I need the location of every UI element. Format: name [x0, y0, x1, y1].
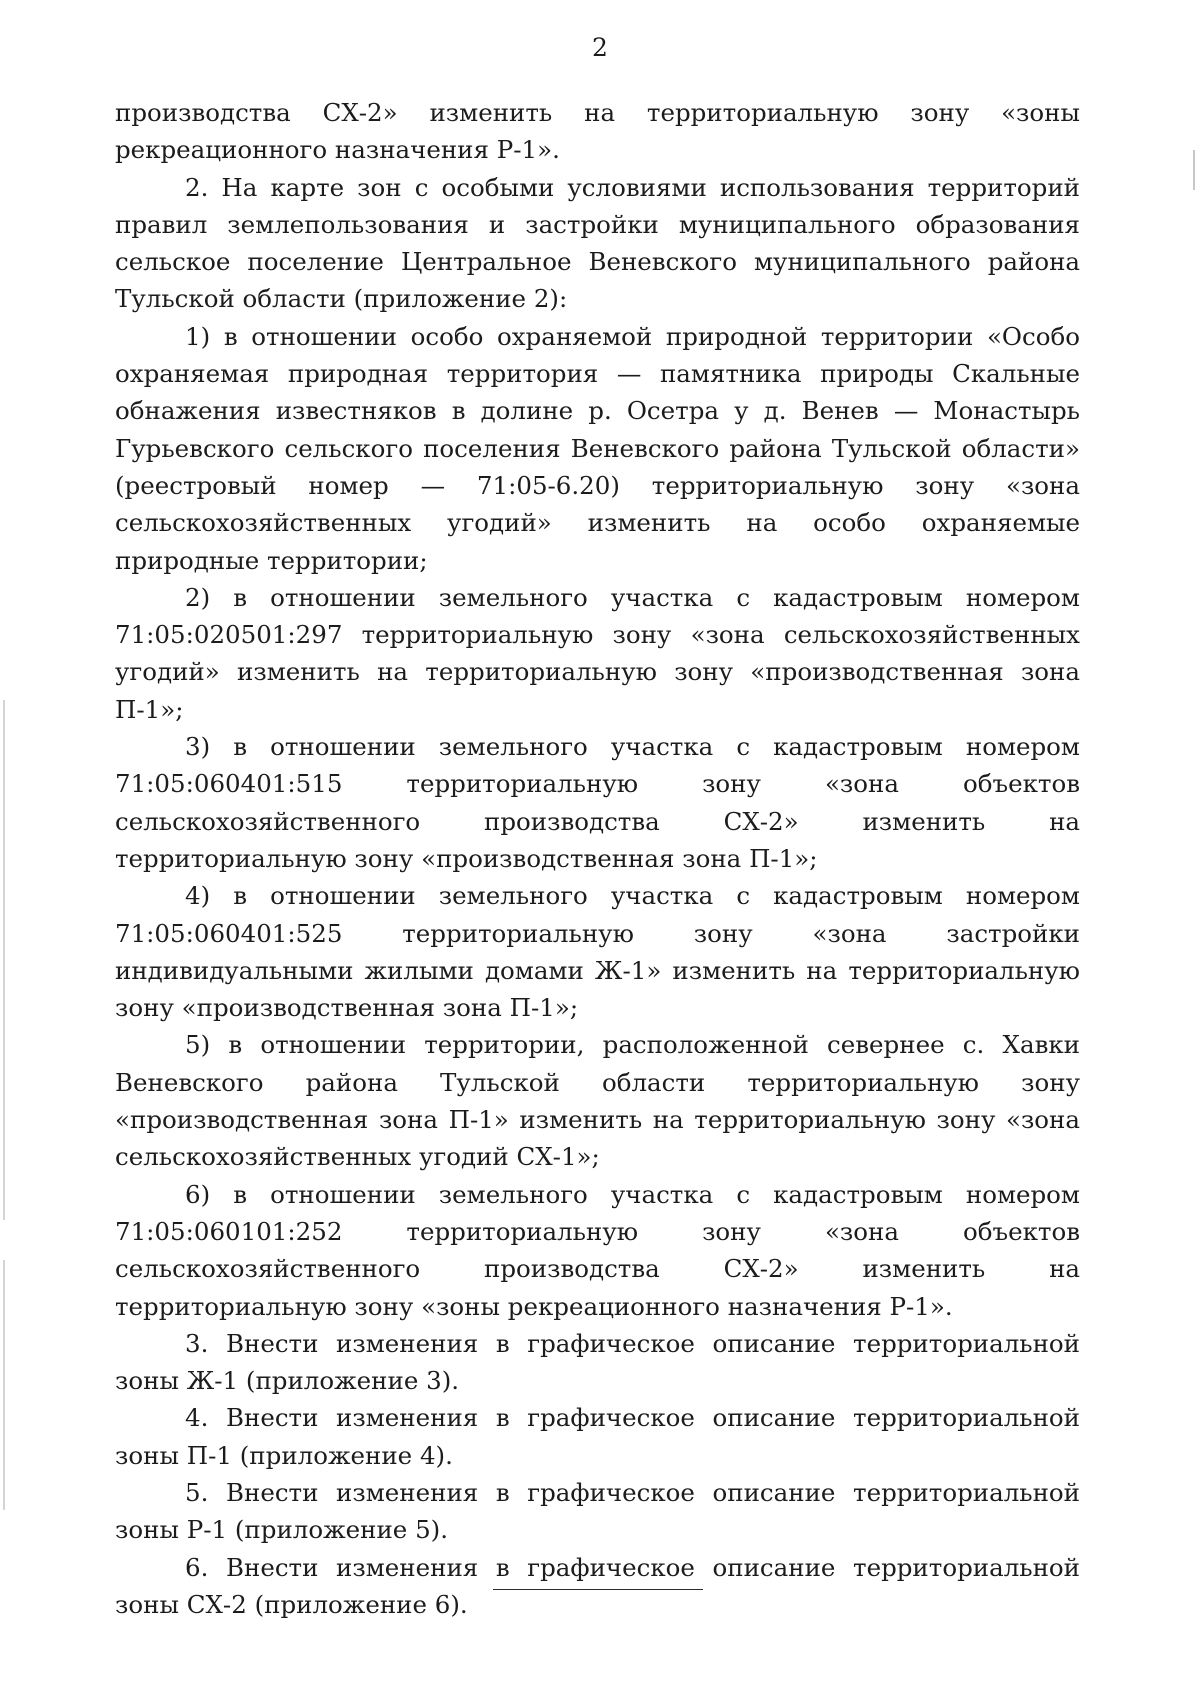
paragraph-item-3: 3. Внести изменения в графическое описание территориальной зоны Ж-1 (приложение 3).	[115, 1328, 1080, 1396]
paragraph-item-5: 5. Внести изменения в графическое описание территориальной зоны Р-1 (приложение 5).	[115, 1477, 1080, 1545]
paragraph-item-2: 2. На карте зон с особыми условиями использования территорий правил землепользования и застройки муниципального образования сельское поселение Центральное Веневского муниципального района Тульской области (приложение 2):	[115, 172, 1080, 314]
paragraph-item-4: 4. Внести изменения в графическое описание территориальной зоны П-1 (приложение 4).	[115, 1403, 1080, 1470]
scan-edge-mark	[3, 700, 5, 1220]
scan-edge-mark	[1193, 150, 1195, 190]
subparagraph-2: 2) в отношении земельного участка с кадастровым номером 71:05:020501:297 территориальную зону «зона сельскохозяйственных угодий» изменить на территориальную зону «производственная зона П-1»;	[115, 582, 1080, 724]
subparagraph-3: 3) в отношении земельного участка с кадастровым номером 71:05:060401:515 территориальную зону «зона объектов сельскохозяйственного производства СХ-2» изменить на территориальную зону «производственная зона П-1»;	[115, 732, 1080, 873]
page-number: 2	[592, 33, 608, 62]
subparagraph-4: 4) в отношении земельного участка с кадастровым номером 71:05:060401:525 территориальную зону «зона застройки индивидуальными жилыми домами Ж-1» изменить на территориальную зону «производственная зона П-1»;	[115, 881, 1080, 1023]
paragraph-continuation: производства СХ-2» изменить на территориальную зону «зоны рекреационного назначения Р-1».	[115, 98, 1080, 165]
subparagraph-6: 6) в отношении земельного участка с кадастровым номером 71:05:060101:252 территориальную зону «зона объектов сельскохозяйственного производства СХ-2» изменить на территориальную зону «зоны рекреационного назначения Р-1».	[115, 1179, 1080, 1321]
paragraph-item-6: 6. Внести изменения в графическое описание территориальной зоны СХ-2 (приложение 6).	[115, 1552, 1080, 1619]
document-body	[115, 94, 1080, 1623]
end-separator-line	[493, 1589, 703, 1590]
scan-edge-mark	[3, 1260, 5, 1510]
subparagraph-1: 1) в отношении особо охраняемой природной территории «Особо охраняемая природная территория — памятника природы Скальные обнажения известняков в долине р. Осетра у д. Венев — Монастырь Гурьевского сельского поселения Веневского района Тульской области» (реестровый номер — 71:05-6.20) территориальную зону «зона сельскохозяйственных угодий» изменить на особо охраняемые природные территории;	[115, 321, 1080, 575]
subparagraph-5: 5) в отношении территории, расположенной севернее с. Хавки Веневского района Тульской области территориальную зону «производственная зона П-1» изменить на территориальную зону «зона сельскохозяйственных угодий СХ-1»;	[115, 1030, 1080, 1172]
